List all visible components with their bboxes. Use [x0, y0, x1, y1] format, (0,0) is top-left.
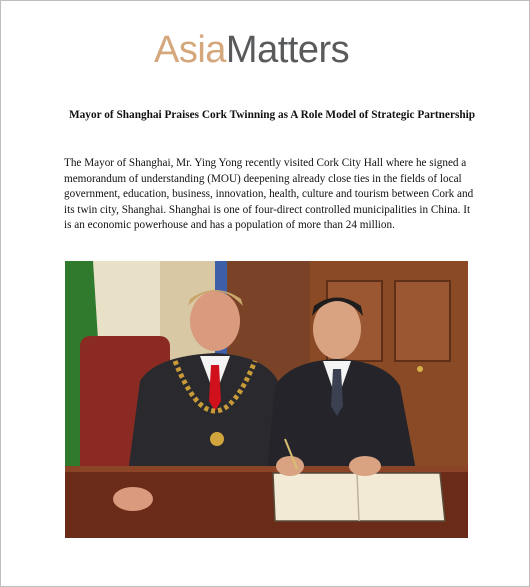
right-man-face [313, 299, 361, 359]
logo-asia-text: Asia [154, 29, 226, 71]
asiamatters-logo [154, 28, 349, 72]
right-man-other-hand [349, 456, 381, 476]
article-headline: Mayor of Shanghai Praises Cork Twinning as A Role Model of Strategic Partnership [69, 109, 476, 121]
signing-ceremony-photo [65, 261, 468, 538]
grey-tie [331, 369, 343, 416]
article-body: The Mayor of Shanghai, Mr. Ying Yong recently visited Cork City Hall where he signed a memorandum of understanding (MOU) deepening already close ties in the fields of local government, education, business, innovation, health, culture and tourism between Cork and its twin city, Shanghai. Shanghai is one of four-direct controlled municipalities in China. It is an economic powerhouse and has a population of more than 24 million. [64, 157, 474, 232]
left-man-face [190, 291, 240, 351]
right-man-writing-hand [276, 456, 304, 476]
chain-medallion [210, 432, 224, 446]
left-man-hand [113, 487, 153, 511]
article-photo [65, 261, 468, 538]
desk-edge [65, 466, 468, 472]
door-inset-top-right [395, 281, 450, 361]
logo-matters-text: Matters [225, 29, 350, 71]
door-knob [417, 366, 423, 372]
